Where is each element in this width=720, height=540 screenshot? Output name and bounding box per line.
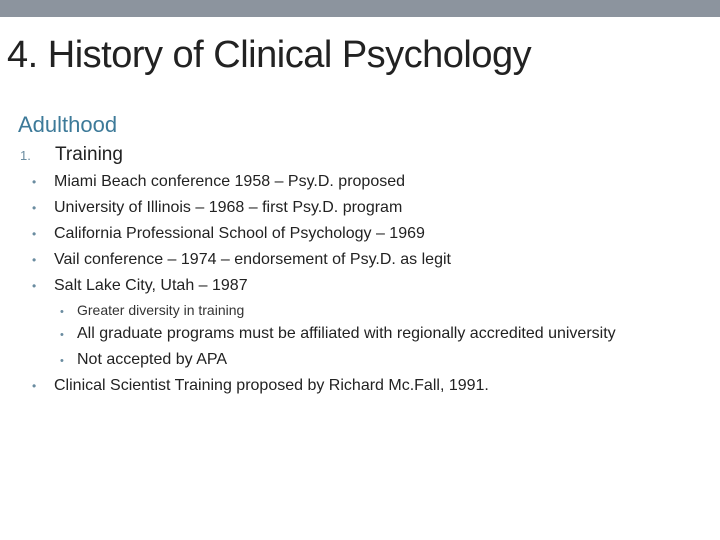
sub-bullet-item — [60, 350, 227, 371]
bullet-text: Miami Beach conference 1958 – Psy.D. proposed — [54, 173, 406, 190]
bullet-text: Not accepted by APA — [77, 351, 228, 368]
list-item-label: Training — [55, 144, 123, 165]
bullet-icon: • — [32, 253, 37, 267]
bullet-text: All graduate programs must be affiliated with regionally accredited university — [77, 325, 616, 342]
bullet-item — [32, 198, 402, 218]
bullet-icon: • — [60, 306, 64, 318]
bullet-item — [32, 172, 405, 192]
bullet-icon: • — [32, 379, 37, 393]
bullet-icon: • — [32, 227, 37, 241]
bullet-item — [32, 224, 425, 244]
bullet-item — [32, 276, 248, 296]
bullet-text: University of Illinois – 1968 – first Psy.D. program — [54, 199, 403, 216]
bullet-text: Clinical Scientist Training proposed by Richard Mc.Fall, 1991. — [54, 377, 489, 394]
bullet-icon: • — [60, 355, 64, 367]
bullet-item — [32, 250, 451, 270]
bullet-item — [32, 376, 489, 396]
list-number: 1. — [20, 148, 31, 163]
bullet-text: Vail conference – 1974 – endorsement of Psy.D. as legit — [54, 251, 451, 268]
top-accent-bar — [0, 0, 720, 17]
bullet-icon: • — [32, 279, 37, 293]
sub-bullet-item — [60, 324, 616, 345]
bullet-icon: • — [32, 201, 37, 215]
bullet-text: California Professional School of Psychology – 1969 — [54, 225, 425, 242]
bullet-icon: • — [60, 329, 64, 341]
sub-bullet-item — [60, 301, 244, 321]
bullet-text: Salt Lake City, Utah – 1987 — [54, 277, 248, 294]
numbered-item-training — [20, 144, 123, 167]
slide-title: 4. History of Clinical Psychology — [7, 34, 532, 76]
bullet-text: Greater diversity in training — [77, 302, 245, 318]
bullet-icon: • — [32, 175, 37, 189]
section-heading: Adulthood — [18, 112, 118, 137]
